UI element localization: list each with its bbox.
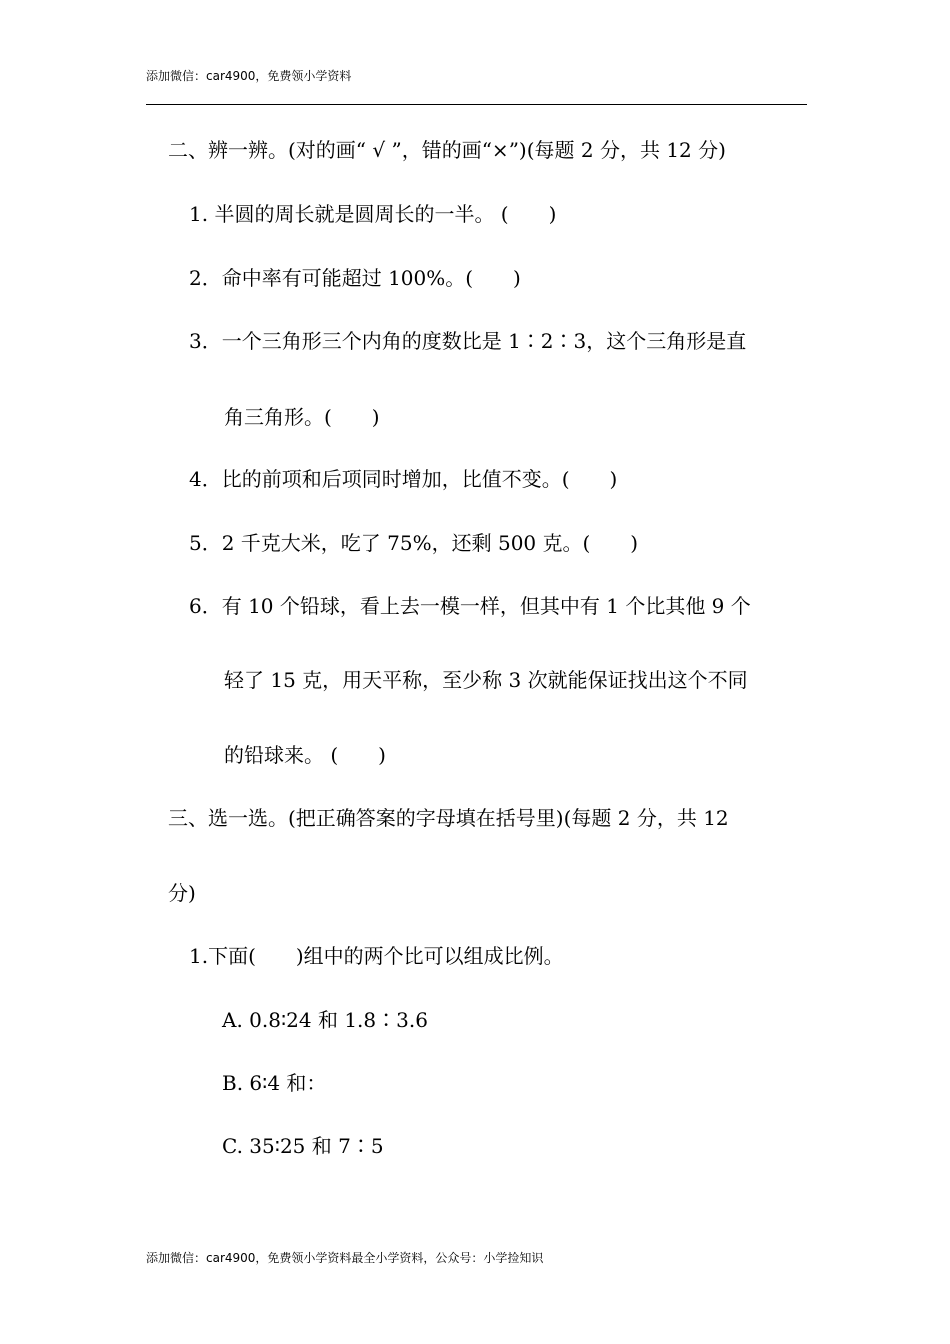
choice-option-c: C. 35∶25 和 7∶5 [222, 1134, 384, 1158]
header-divider [146, 104, 807, 105]
page-header: 添加微信：car4900，免费领小学资料 [146, 69, 352, 83]
page-footer: 添加微信：car4900，免费领小学资料最全小学资料，公众号：小学捡知识 [146, 1251, 544, 1265]
choice-question-1: 1.下面( )组中的两个比可以组成比例。 [189, 944, 564, 968]
judge-item-6-line-2: 轻了 15 克，用天平称，至少称 3 次就能保证找出这个不同 [224, 668, 748, 692]
judge-item-3-line-1: 3．一个三角形三个内角的度数比是 1∶2∶3，这个三角形是直 [189, 329, 747, 353]
choice-option-a: A. 0.8∶24 和 1.8∶3.6 [222, 1008, 428, 1032]
judge-item-5: 5．2 千克大米，吃了 75%，还剩 500 克。( ) [189, 531, 639, 555]
choice-option-b: B. 6∶4 和： [222, 1071, 327, 1095]
judge-item-6-line-1: 6．有 10 个铅球，看上去一模一样，但其中有 1 个比其他 9 个 [189, 594, 751, 618]
judge-item-3-line-2: 角三角形。( ) [224, 405, 380, 429]
judge-item-2: 2．命中率有可能超过 100%。( ) [189, 266, 521, 290]
judge-item-4: 4．比的前项和后项同时增加，比值不变。( ) [189, 467, 618, 491]
section-3-title-line-1: 三、选一选。(把正确答案的字母填在括号里)(每题 2 分，共 12 [168, 806, 729, 830]
judge-item-1: 1. 半圆的周长就是圆周长的一半。 ( ) [189, 202, 557, 226]
section-2-title: 二、辨一辨。(对的画“ √ ”，错的画“×”)(每题 2 分，共 12 分) [168, 138, 726, 162]
section-3-title-line-2: 分) [168, 881, 196, 905]
judge-item-6-line-3: 的铅球来。 ( ) [224, 743, 386, 767]
